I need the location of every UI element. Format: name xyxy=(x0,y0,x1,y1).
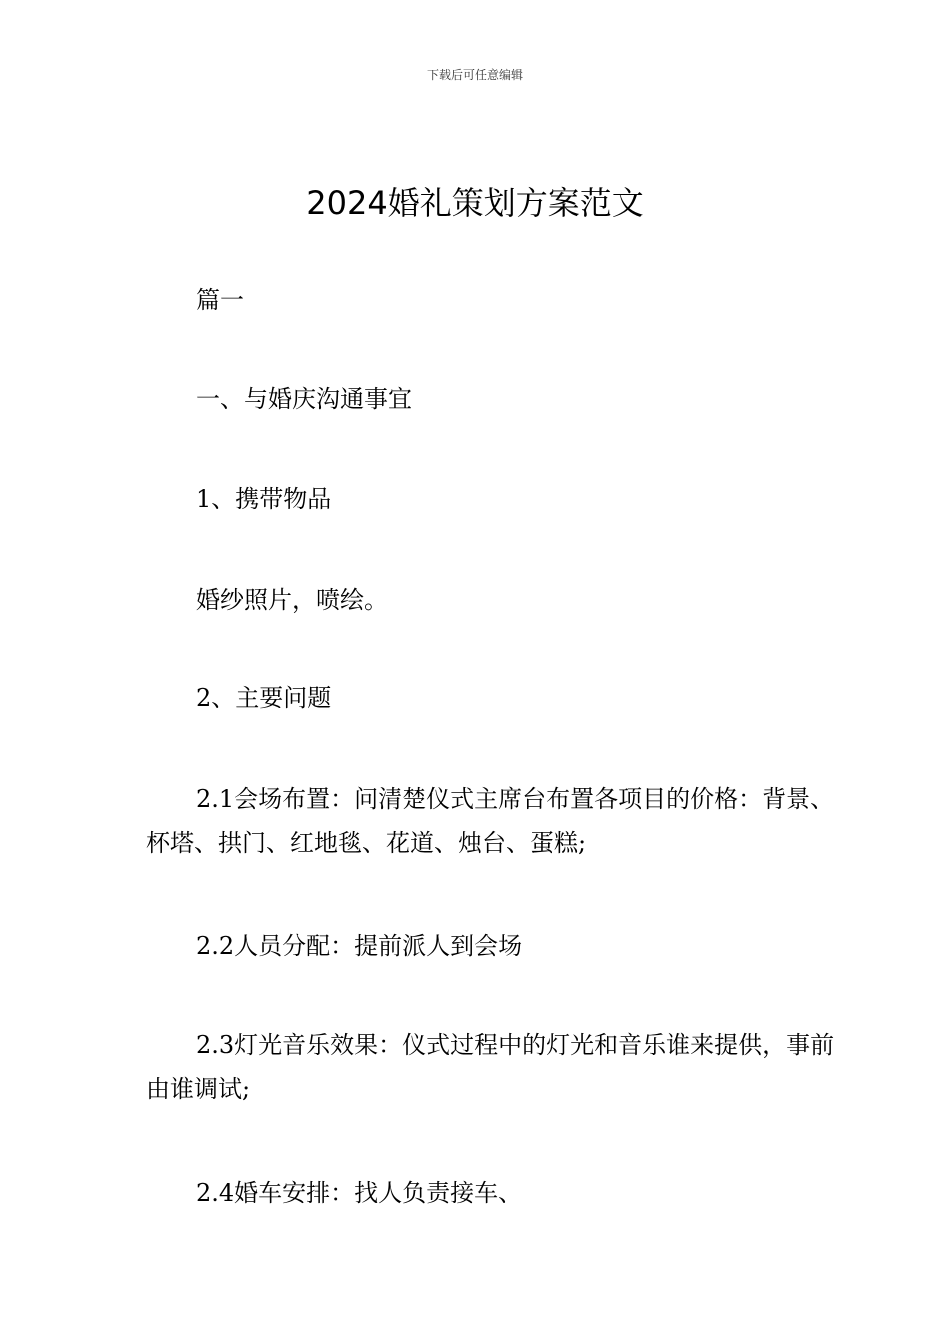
body-paragraph: 2.1会场布置：问清楚仪式主席台布置各项目的价格：背景、杯塔、拱门、红地毯、花道、烛台、蛋糕; xyxy=(146,785,835,857)
subsection-heading: 2、主要问题 xyxy=(196,684,332,712)
document-title: 2024婚礼策划方案范文 xyxy=(306,184,644,222)
body-paragraph: 婚纱照片，喷绘。 xyxy=(196,586,388,614)
section-heading: 一、与婚庆沟通事宜 xyxy=(196,385,412,413)
body-paragraph: 2.4婚车安排：找人负责接车、 xyxy=(196,1179,523,1207)
subsection-heading: 1、携带物品 xyxy=(196,485,332,513)
header-note: 下载后可任意编辑 xyxy=(426,68,523,82)
body-paragraph: 2.2人员分配：提前派人到会场 xyxy=(196,932,523,960)
body-paragraph: 2.3灯光音乐效果：仪式过程中的灯光和音乐谁来提供，事前由谁调试; xyxy=(146,1031,835,1103)
section-label: 篇一 xyxy=(196,286,244,314)
